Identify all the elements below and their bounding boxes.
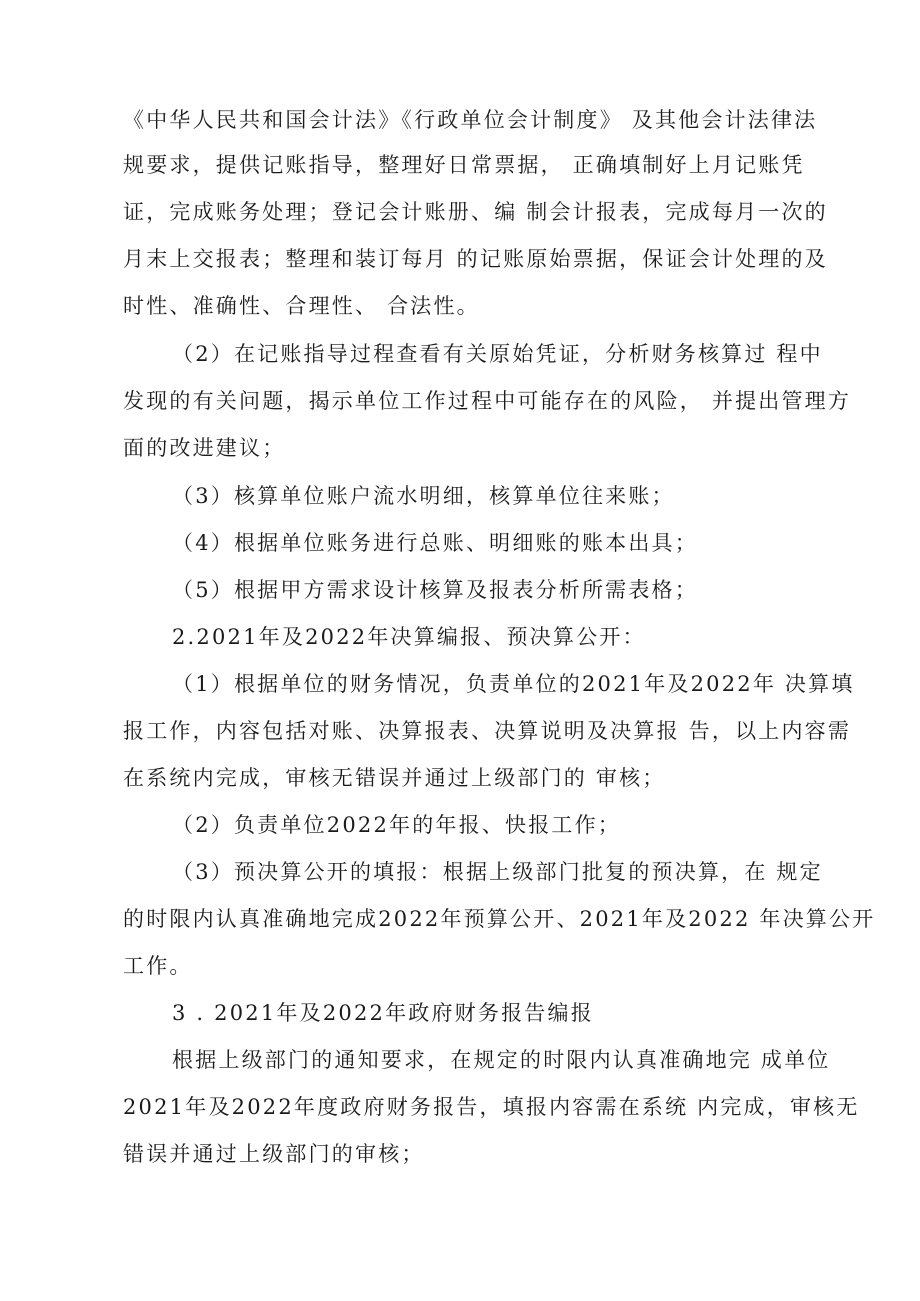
text-line: 面的改进建议； — [123, 436, 286, 460]
section-heading: 2.2021年及2022年决算编报、预决算公开： — [172, 625, 646, 649]
text-line: （2）负责单位2022年的年报、快报工作； — [172, 813, 622, 837]
text-line: 2021年及2022年度政府财务报告，填报内容需在系统 内完成，审核无 — [123, 1095, 860, 1119]
text-line: 月末上交报表；整理和装订每月 的记账原始票据，保证会计处理的及 — [123, 247, 828, 271]
text-line: （1）根据单位的财务情况，负责单位的2021年及2022年 决算填 — [172, 672, 855, 696]
text-line: 在系统内完成，审核无错误并通过上级部门的 审核； — [123, 766, 666, 790]
text-line: 根据上级部门的通知要求，在规定的时限内认真准确地完 成单位 — [172, 1048, 831, 1072]
text-line: （4）根据单位账务进行总账、明细账的账本出具； — [172, 531, 698, 555]
text-line: （2）在记账指导过程查看有关原始凭证，分析财务核算过 程中 — [172, 342, 823, 366]
text-line: 的时限内认真准确地完成2022年预算公开、2021年及2022 年决算公开 — [123, 907, 876, 931]
text-line: 证，完成账务处理；登记会计账册、编 制会计报表，完成每月一次的 — [123, 200, 828, 224]
text-line: 报工作，内容包括对账、决算报表、决算说明及决算报 告，以上内容需 — [123, 719, 852, 743]
text-line: 《中华人民共和国会计法》《行政单位会计制度》 及其他会计法律法 — [123, 108, 818, 132]
text-line: （5）根据甲方需求设计核算及报表分析所需表格； — [172, 578, 698, 602]
text-line: （3）预决算公开的填报：根据上级部门批复的预决算，在 规定 — [172, 860, 823, 884]
text-line: 规要求，提供记账指导，整理好日常票据， 正确填制好上月记账凭 — [123, 153, 805, 177]
text-line: （3）核算单位账户流水明细，核算单位往来账； — [172, 484, 675, 508]
text-line: 错误并通过上级部门的审核； — [123, 1142, 425, 1166]
text-line: 工作。 — [123, 954, 193, 978]
text-line: 发现的有关问题，揭示单位工作过程中可能存在的风险， 并提出管理方 — [123, 389, 852, 413]
text-line: 时性、准确性、合理性、 合法性。 — [123, 294, 480, 318]
section-heading: 3 . 2021年及2022年政府财务报告编报 — [172, 1001, 594, 1025]
